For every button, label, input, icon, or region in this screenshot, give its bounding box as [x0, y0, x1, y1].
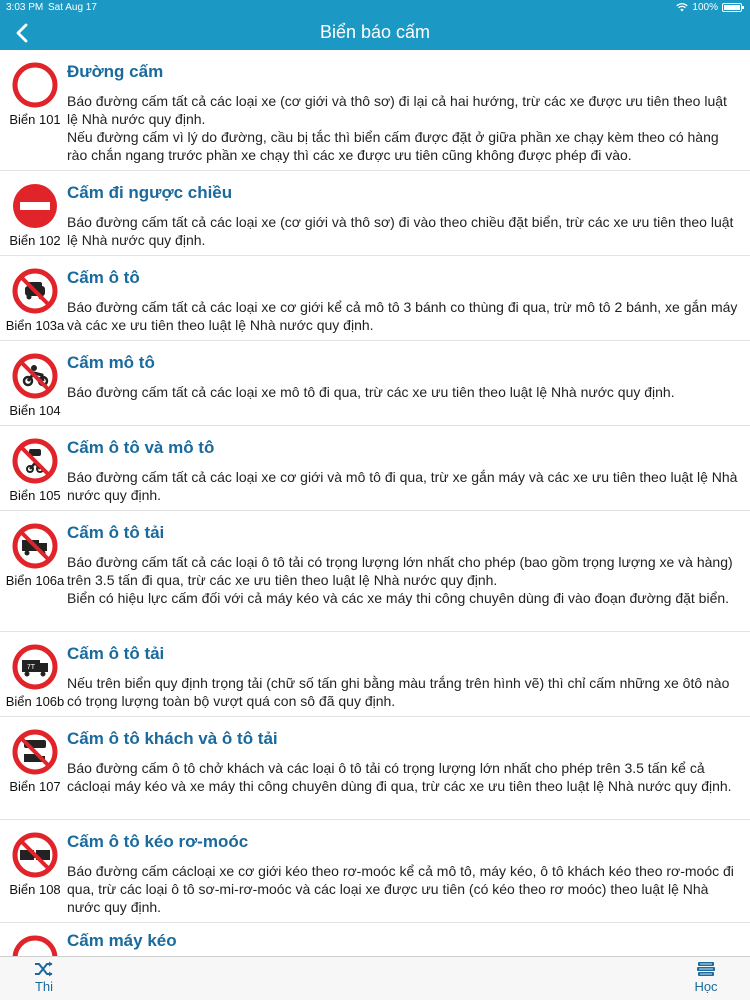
sign-title: Cấm mô tô — [67, 353, 155, 372]
list-item[interactable] — [0, 820, 750, 923]
no-entry-sign-icon — [12, 62, 58, 108]
tab-hoc[interactable] — [676, 961, 736, 994]
status-date: Sat Aug 17 — [48, 2, 97, 13]
status-right — [676, 2, 742, 13]
sign-weight-label: 7T — [26, 664, 36, 671]
nav-bar — [0, 16, 750, 50]
sign-code: Biển 106a — [5, 573, 65, 588]
sign-description: Báo đường cấm cácloại xe cơ giới kéo theo rơ-moóc kể cả mô tô, máy kéo, ô tô khách kéo theo rơ-moóc đi qua, trừ các loại ô tô sơ-mi-rơ-moóc và các loại xe được ưu tiên (có kéo theo rơ moóc) theo luật lệ Nhà nước quy định. — [67, 863, 734, 915]
sign-title: Cấm ô tô kéo rơ-moóc — [67, 832, 249, 851]
no-wrong-way-sign-icon — [12, 183, 58, 229]
books-icon — [696, 961, 716, 977]
sign-description: Báo đường cấm tất cả các loại xe mô tô đi qua, trừ các xe ưu tiên theo luật lệ Nhà nước quy định. — [67, 384, 675, 400]
list-item[interactable] — [0, 256, 750, 341]
no-bus-and-truck-sign-icon — [12, 729, 58, 775]
sign-code: Biển 103a — [5, 318, 65, 333]
status-time: 3:03 PM — [6, 2, 44, 13]
list-item[interactable] — [0, 171, 750, 256]
sign-title: Cấm ô tô khách và ô tô tải — [67, 729, 278, 748]
shuffle-icon — [34, 961, 54, 977]
sign-title: Cấm máy kéo — [67, 931, 177, 950]
sign-code: Biển 108 — [9, 882, 61, 897]
sign-title: Cấm đi ngược chiều — [67, 183, 233, 202]
list-item[interactable] — [0, 923, 750, 956]
list-item[interactable] — [0, 341, 750, 426]
sign-list[interactable] — [0, 50, 750, 956]
sign-code: Biển 105 — [9, 488, 61, 503]
tab-bar — [0, 956, 750, 1000]
list-item[interactable] — [0, 426, 750, 511]
battery-percent: 100% — [692, 2, 718, 13]
no-motorcycle-sign-icon — [12, 353, 58, 399]
page-title: Biển báo cấm — [319, 22, 431, 42]
list-item[interactable] — [0, 632, 750, 717]
sign-title: Cấm ô tô và mô tô — [67, 438, 215, 457]
sign-description: Báo đường cấm tất cả các loại xe cơ giới và mô tô đi qua, trừ xe gắn máy và các xe ưu tiên theo luật lệ Nhà nước quy định. — [67, 469, 738, 503]
sign-code: Biển 104 — [9, 403, 61, 418]
sign-code: Biển 101 — [9, 112, 61, 127]
sign-description: Nếu trên biển quy định trọng tải (chữ số tấn ghi bằng màu trắng trên hình vẽ) thì chỉ cấm những xe ôtô nào có trọng lượng toàn bộ vượt quá con sô đã quy định. — [67, 675, 730, 709]
battery-icon — [722, 3, 742, 12]
sign-title: Cấm ô tô tải — [67, 644, 165, 663]
no-car-sign-icon — [12, 268, 58, 314]
no-truck-weight-sign-icon — [12, 644, 58, 690]
list-item[interactable] — [0, 511, 750, 632]
sign-title: Đường cấm — [67, 62, 164, 81]
tab-thi[interactable] — [14, 961, 74, 994]
status-bar — [0, 0, 750, 16]
sign-description: Báo đường cấm ô tô chở khách và các loại ô tô tải có trọng lượng lớn nhất cho phép trên 3.5 tấn kể cả cácloại máy kéo và xe máy thi công chuyên dùng đi qua, trừ các xe ưu tiên theo luật lệ Nhà nước quy định. — [67, 760, 732, 794]
no-trailer-sign-icon — [12, 832, 58, 878]
sign-code: Biển 102 — [9, 233, 61, 248]
sign-code: Biển 106b — [5, 694, 65, 709]
tab-hoc-label: Học — [694, 979, 718, 994]
sign-code: Biển 107 — [9, 779, 61, 794]
wifi-icon — [676, 3, 688, 12]
no-tractor-sign-icon — [12, 935, 58, 956]
sign-description: Báo đường cấm tất cả các loại xe cơ giới kể cả mô tô 3 bánh co thùng đi qua, trừ mô tô 2 bánh, xe gắn máy và các xe ưu tiên theo luật lệ Nhà nước quy định. — [67, 299, 738, 333]
no-car-and-motorcycle-sign-icon — [12, 438, 58, 484]
list-item[interactable] — [0, 717, 750, 820]
sign-description: Báo đường cấm tất cả các loại xe (cơ giới và thô sơ) đi lại cả hai hướng, trừ các xe được ưu tiên theo luật lệ Nhà nước quy định. Nếu đường cấm vì lý do đường, cầu bị tắc thì biển cấm được đặt ở giữa phần xe chạy kèm theo có hàng rào chắn ngang trước phần xe chạy thì các xe được ưu tiên cũng không được phép đi vào. — [67, 93, 727, 163]
tab-thi-label: Thi — [34, 979, 54, 994]
sign-description: Báo đường cấm tất cả các loại ô tô tải có trọng lượng lớn nhất cho phép (bao gồm trọng lượng xe và hàng) trên 3.5 tấn đi qua, trừ các xe ưu tiên theo luật lệ Nhà nước quy định. Biển có hiệu lực cấm đối với cả máy kéo và các xe máy thi công chuyên dùng đi vào đoạn đường đặt biển. — [67, 554, 733, 606]
no-truck-sign-icon — [12, 523, 58, 569]
sign-title: Cấm ô tô tải — [67, 523, 165, 542]
sign-description: Báo đường cấm tất cả các loại xe (cơ giới và thô sơ) đi vào theo chiều đặt biển, trừ các xe ưu tiên theo luật lệ Nhà nước quy định. — [67, 214, 734, 248]
sign-title: Cấm ô tô — [67, 268, 140, 287]
list-item[interactable] — [0, 50, 750, 171]
